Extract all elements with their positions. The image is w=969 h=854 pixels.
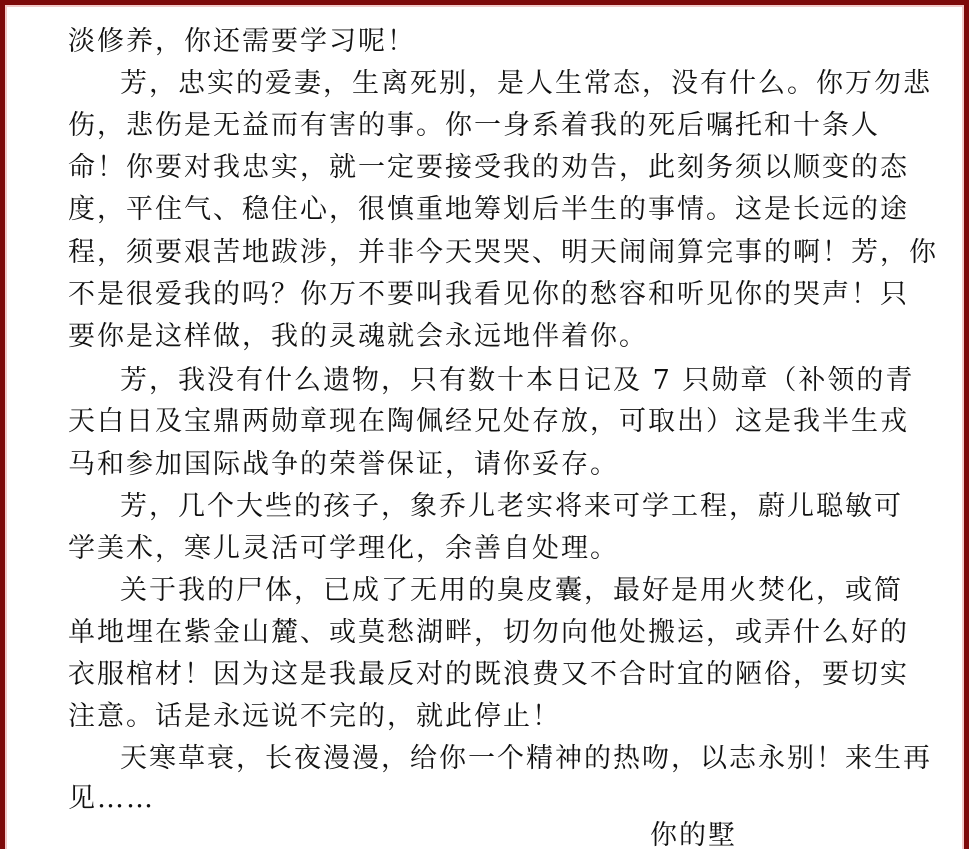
text-line: 注意。话是永远说不完的，就此停止！ <box>68 701 561 732</box>
text-line: 淡修养，你还需要学习呢！ <box>68 26 416 57</box>
text-line: 芳，忠实的爱妻，生离死别，是人生常态，没有什么。你万勿悲 <box>120 68 932 99</box>
text-line: 度，平住气、稳住心，很慎重地筹划后半生的事情。这是长远的途 <box>68 194 909 225</box>
text-line: 衣服棺材！因为这是我最反对的既浪费又不合时宜的陋俗，要切实 <box>68 659 909 690</box>
text-line: 单地埋在紫金山麓、或莫愁湖畔，切勿向他处搬运，或弄什么好的 <box>68 617 909 648</box>
text-line: 天寒草衰，长夜漫漫，给你一个精神的热吻，以志永别！来生再 <box>120 743 932 774</box>
text-line: 关于我的尸体，已成了无用的臭皮囊，最好是用火焚化，或简 <box>120 575 903 606</box>
signature: 你的墅 <box>650 820 737 851</box>
text-line: 芳，我没有什么遗物，只有数十本日记及 7 只勋章（补领的青 <box>120 365 915 396</box>
text-line: 伤，悲伤是无益而有害的事。你一身系着我的死后嘱托和十条人 <box>68 110 880 141</box>
text-line: 要你是这样做，我的灵魂就会永远地伴着你。 <box>68 321 648 352</box>
text-line: 不是很爱我的吗？你万不要叫我看见你的愁容和听见你的哭声！只 <box>68 279 909 310</box>
text-line: 芳，几个大些的孩子，象乔儿老实将来可学工程，蔚儿聪敏可 <box>120 491 903 522</box>
text-line: 程，须要艰苦地跋涉，并非今天哭哭、明天闹闹算完事的啊！芳，你 <box>68 237 938 268</box>
text-line: 学美术，寒儿灵活可学理化，余善自处理。 <box>68 533 619 564</box>
text-line: 见…… <box>68 783 155 814</box>
text-line: 命！你要对我忠实，就一定要接受我的劝告，此刻务须以顺变的态 <box>68 152 909 183</box>
text-line: 天白日及宝鼎两勋章现在陶佩经兄处存放，可取出）这是我半生戎 <box>68 406 909 437</box>
text-line: 马和参加国际战争的荣誉保证，请你妥存。 <box>68 449 619 480</box>
